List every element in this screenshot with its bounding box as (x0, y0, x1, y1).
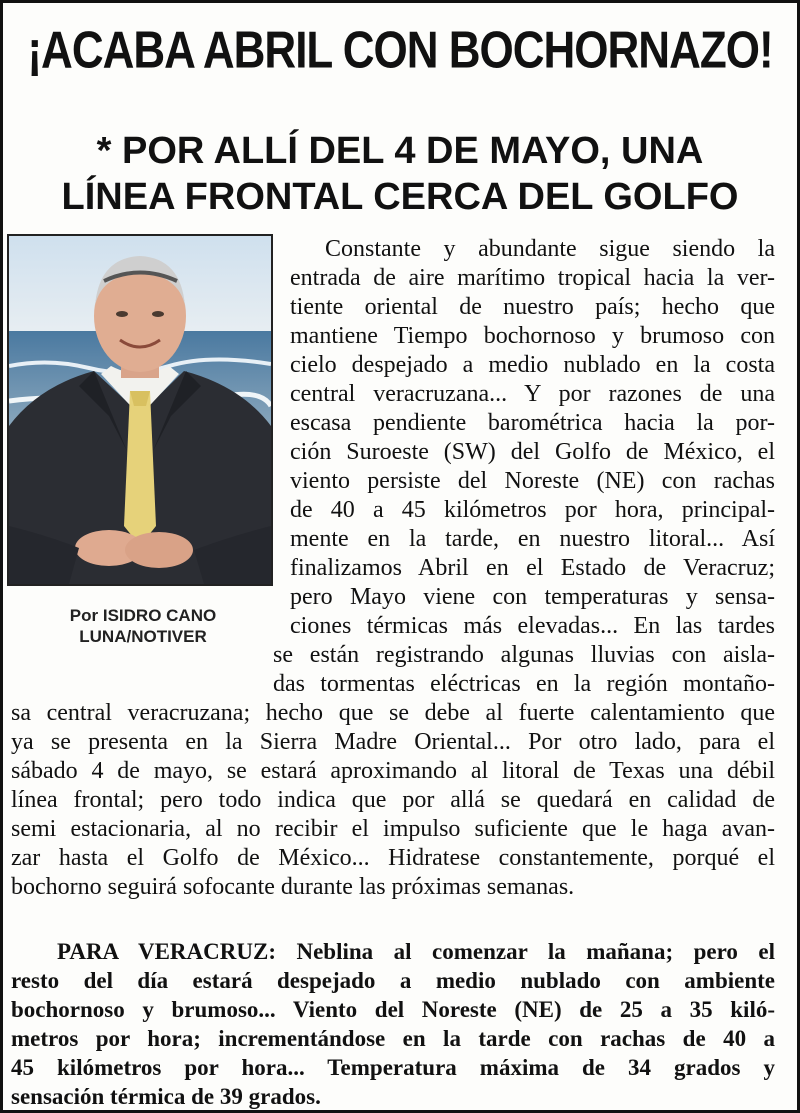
forecast-line: metros por hora; incrementándose en la tarde con rachas de 40 a (11, 1026, 775, 1051)
body-line: línea frontal; pero todo indica que por allá se quedará en calidad de (11, 787, 775, 813)
body-line: pero Mayo viene con temperaturas y sensa- (290, 584, 775, 610)
byline-line-2: LUNA/NOTIVER (79, 627, 207, 646)
body-line: mente en la tarde, en nuestro litoral... Así (290, 526, 775, 552)
forecast-line: resto del día estará despejado a medio nublado con ambiente (11, 968, 775, 993)
body-line: entrada de aire marítimo tropical hacia la ver- (290, 265, 775, 291)
body-line: se están registrando algunas lluvias con aisla- (273, 642, 775, 668)
body-line: de 40 a 45 kilómetros por hora, principal- (290, 497, 775, 523)
body-line: viento persiste del Noreste (NE) con rachas (290, 468, 775, 494)
body-line: sábado 4 de mayo, se estará aproximando al litoral de Texas una débil (11, 758, 775, 784)
body-line: tiente oriental de nuestro país; hecho que (290, 294, 775, 320)
byline (33, 605, 253, 647)
author-portrait-icon (9, 236, 271, 584)
body-line: finalizamos Abril en el Estado de Veracruz; (290, 555, 775, 581)
body-line: Constante y abundante sigue siendo la (325, 236, 775, 262)
body-line: mantiene Tiempo bochornoso y brumoso con (290, 323, 775, 349)
byline-line-1: Por ISIDRO CANO (69, 606, 217, 625)
subheadline (3, 128, 797, 220)
body-line: ya se presenta en la Sierra Madre Oriental... Por otro lado, para el (11, 729, 775, 755)
body-line: bochorno seguirá sofocante durante las próximas semanas. (11, 874, 575, 900)
subheadline-line-1: * POR ALLÍ DEL 4 DE MAYO, UNA (96, 130, 704, 172)
body-line: central veracruzana... Y por razones de una (290, 381, 775, 407)
body-line: escasa pendiente barométrica hacia la por- (290, 410, 775, 436)
forecast-line: sensación térmica de 39 grados. (11, 1084, 321, 1109)
headline: ¡ACABA ABRIL CON BOCHORNAZO! (27, 21, 773, 80)
forecast-line: bochornoso y brumoso... Viento del Noreste (NE) de 25 a 35 kiló- (11, 997, 775, 1022)
body-line: ción Suroeste (SW) del Golfo de México, el (290, 439, 775, 465)
forecast-line: PARA VERACRUZ: Neblina al comenzar la mañana; pero el (57, 939, 775, 964)
body-line: sa central veracruzana; hecho que se debe al fuerte calentamiento que (11, 700, 775, 726)
body-line: ciones térmicas más elevadas... En las tardes (290, 613, 775, 639)
body-line: semi estacionaria, al no recibir el impulso suficiente que le haga avan- (11, 816, 775, 842)
subheadline-line-2: LÍNEA FRONTAL CERCA DEL GOLFO (61, 176, 739, 218)
body-line: zar hasta el Golfo de México... Hidratese constantemente, porqué el (11, 845, 775, 871)
author-photo (7, 234, 273, 586)
body-line: das tormentas eléctricas en la región montaño- (273, 671, 775, 697)
forecast-line: 45 kilómetros por hora... Temperatura máxima de 34 grados y (11, 1055, 775, 1080)
body-line: cielo despejado a medio nublado en la costa (290, 352, 775, 378)
